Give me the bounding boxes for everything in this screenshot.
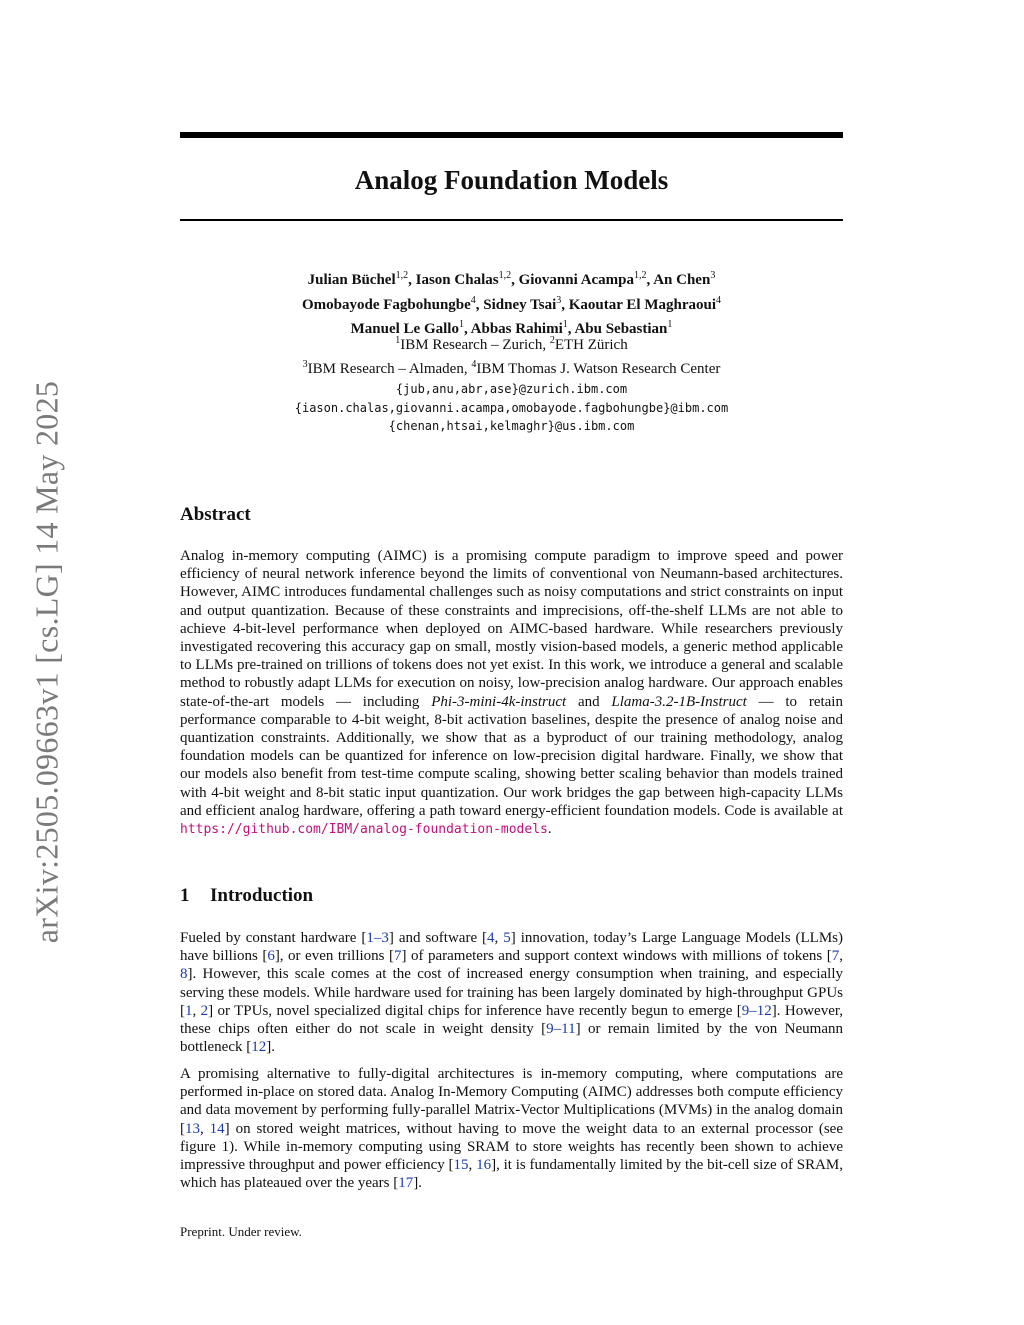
author-list (180, 266, 843, 340)
citation-link[interactable]: 12 (251, 1039, 267, 1056)
author-line-2: Omobayode Fagbohungbe$^4$, Sidney Tsai$^3$, Kaoutar El Maghraoui$^4$ (302, 294, 721, 313)
author-name: Abu Sebastian (574, 321, 668, 337)
introduction-paragraph-2: A promising alternative to fully-digital architectures is in-memory computing, where computations are performed in-place on stored data. Analog In-Memory Computing (AIMC) addresses both compute efficiency and data movement by performing fully-parallel Matrix-Vector Multiplications (MVMs) in the analog domain [13, 14] on stored weight matrices, without having to move the weight data to an external processor (see figure 1). While in-memory computing using SRAM to store weights has recently been shown to achieve impressive throughput and power efficiency [15, 16], it is fundamentally limited by the bit-cell size of SRAM, which has plateaued over the years [17]. (180, 1066, 843, 1192)
model-name: Llama-3.2-1B-Instruct (611, 693, 747, 710)
author-name: Kaoutar El Maghraoui (568, 296, 716, 313)
citation-link[interactable]: 14 (209, 1120, 225, 1137)
title-rule-bottom (180, 219, 843, 221)
citation-link[interactable]: 8 (180, 966, 188, 983)
author-name: Giovanni Acampa (518, 272, 635, 288)
author-affiliation-marker: 1 (458, 319, 464, 330)
citation-link[interactable]: 7 (831, 948, 840, 965)
author-line-3: Manuel Le Gallo$^1$, Abbas Rahimi$^1$, Abu Sebastian$^1$ (350, 319, 673, 337)
author-name: Abbas Rahimi (470, 321, 563, 337)
author-affiliation-marker: 1,2 (498, 270, 512, 281)
citation-link[interactable]: 17 (398, 1175, 414, 1192)
author-affiliation-marker: 4 (716, 294, 721, 306)
citation-link[interactable]: 9–11 (546, 1021, 576, 1038)
author-affiliation-marker: 4 (470, 294, 476, 306)
model-name: Phi-3-mini-4k-instruct (431, 693, 567, 710)
abstract-text: Analog in-memory computing (AIMC) is a promising compute paradigm to improve speed and power efficiency of neural network inference beyond the limits of conventional von Neumann-based architectures. However, AIMC introduces fundamental challenges such as noisy computations and strict constraints on input and output quantization. Because of these constraints and imprecisions, off-the-shelf LLMs are not able to achieve 4-bit-level performance when deployed on AIMC-based hardware. While researchers previously investigated recovering this accuracy gap on small, mostly vision-based models, a generic method applicable to LLMs pre-trained on trillions of tokens does not yet exist. In this work, we introduce a general and scalable method to robustly adapt LLMs for execution on noisy, low-precision analog hardware. Our approach enables state-of-the-art models — including Phi-3-mini-4k-instruct and Llama-3.2-1B-Instruct — to retain performance comparable to 4-bit weight, 8-bit activation baselines, despite the presence of analog noise and quantization constraints. Additionally, we show that as a byproduct of our training methodology, analog foundation models can be quantized for inference on low-precision digital hardware. Finally, we show that our models also benefit from test-time compute scaling, showing better scaling behavior than models trained with 4-bit weight and 8-bit static input quantization. Our work bridges the gap between high-capacity LLMs and efficient analog hardware, offering a path toward energy-efficient foundation models. Code is available at https://github.com/IBM/analog-foundation-models. (180, 548, 843, 838)
citation-link[interactable]: 9–12 (741, 1002, 772, 1019)
author-line-1: Julian Büchel$^{1,2}$, Iason Chalas$^{1,2}$, Giovanni Acampa$^{1,2}$, An Chen$^3$ (307, 270, 716, 288)
paper-title: Analog Foundation Models (354, 165, 669, 195)
author-name: Julian Büchel (307, 272, 396, 288)
author-name: Omobayode Fagbohungbe (302, 296, 471, 313)
citation-link[interactable]: 2 (200, 1002, 209, 1019)
email-line[interactable]: {iason.chalas,giovanni.acampa,omobayode.fagbohungbe}@ibm.com (294, 400, 729, 415)
author-name: Manuel Le Gallo (350, 321, 459, 337)
author-affiliation-marker: 3 (710, 270, 716, 281)
introduction-paragraph-1: Fueled by constant hardware [1–3] and software [4, 5] innovation, today’s Large Language Models (LLMs) have billions [6], or even trillions [7] of parameters and support context windows with millions of tokens [7, 8]. However, this scale comes at the cost of increased energy consumption when training, and especially serving these models. While hardware used for training has been largely dominated by high-throughput GPUs [1, 2] or TPUs, novel specialized digital chips for inference have recently begun to emerge [9–12]. However, these chips often either do not scale in weight density [9–11] or remain limited by the von Neumann bottleneck [12]. (180, 930, 844, 1056)
arxiv-identifier: arXiv:2505.09663v1 [cs.LG] 14 May 2025 (28, 380, 65, 944)
citation-link[interactable]: 5 (503, 930, 511, 946)
introduction-heading (180, 884, 313, 908)
citation-link[interactable]: 1–3 (366, 930, 389, 946)
section-title: Introduction (210, 885, 314, 906)
affiliation-line-1: $^1$IBM Research – Zurich, $^2$ETH Zürich (395, 335, 628, 353)
affiliations (180, 331, 843, 379)
author-name: Sidney Tsai (483, 296, 557, 313)
citation-link[interactable]: 7 (394, 948, 402, 965)
citation-link[interactable]: 4 (487, 930, 495, 946)
abstract-heading: Abstract (180, 504, 251, 525)
section-number: 1 (180, 885, 190, 906)
author-affiliation-marker: 1 (667, 319, 673, 330)
author-affiliation-marker: 3 (556, 294, 562, 306)
author-affiliation-marker: 1 (562, 319, 568, 330)
title-rule-top (180, 132, 843, 138)
author-name: Iason Chalas (415, 272, 499, 288)
citation-link[interactable]: 15 (453, 1157, 469, 1174)
citation-link[interactable]: 1 (185, 1002, 193, 1019)
author-affiliation-marker: 1,2 (634, 270, 647, 281)
preprint-notice: Preprint. Under review. (180, 1224, 302, 1239)
email-line[interactable]: {chenan,htsai,kelmaghr}@us.ibm.com (388, 419, 635, 433)
email-addresses (180, 380, 843, 436)
author-affiliation-marker: 1,2 (395, 270, 409, 281)
affiliation-line-2: $^3$IBM Research – Almaden, $^4$IBM Thomas J. Watson Research Center (302, 359, 721, 377)
citation-link[interactable]: 13 (185, 1120, 200, 1137)
citation-link[interactable]: 6 (267, 948, 275, 965)
email-line[interactable]: {jub,anu,abr,ase}@zurich.ibm.com (395, 382, 628, 396)
code-repository-link[interactable]: https://github.com/IBM/analog-foundation-models (180, 822, 548, 838)
author-name: An Chen (653, 272, 711, 288)
citation-link[interactable]: 16 (476, 1157, 492, 1174)
